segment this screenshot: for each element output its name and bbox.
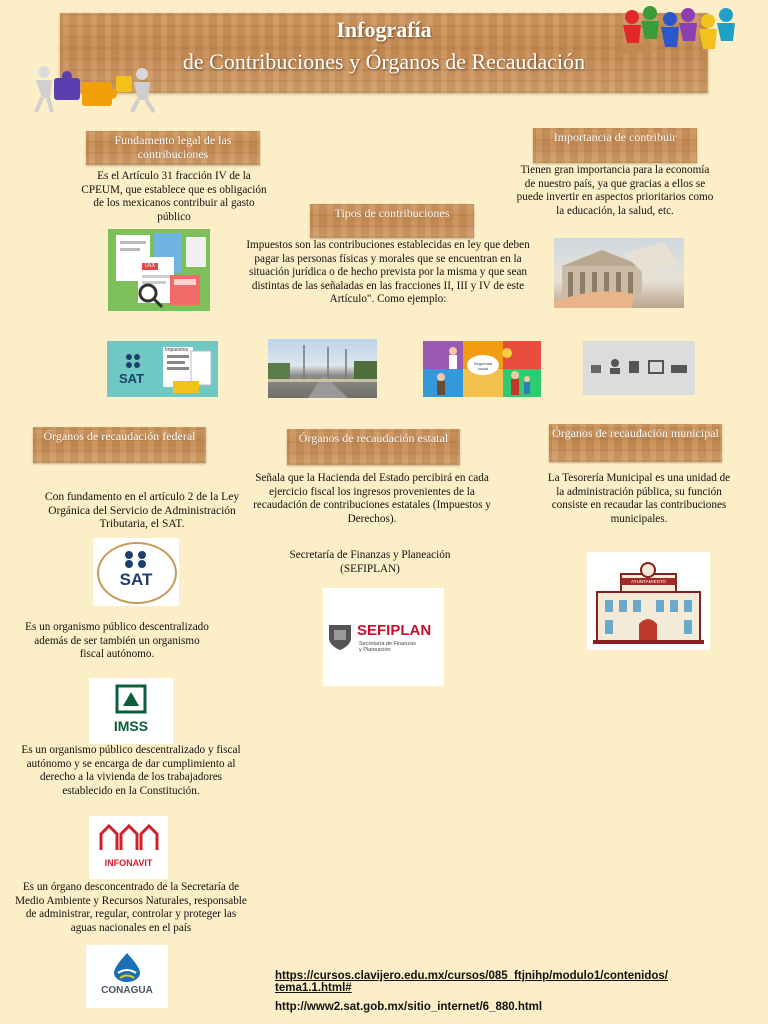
label-federal-text: Órganos de recaudación federal xyxy=(43,429,196,443)
people-sign-label: Seguridad social xyxy=(473,361,493,371)
sat-taxes-image xyxy=(107,341,218,397)
reference-link-clavijero-b: tema1.1.html# xyxy=(275,982,352,994)
conagua-logo xyxy=(86,945,168,1008)
tax-documents-image xyxy=(108,229,210,311)
tax-icons-image xyxy=(583,341,695,395)
reference-link-sat[interactable]: http://www2.sat.gob.mx/sitio_internet/6_880.html xyxy=(275,1001,543,1013)
label-fundamento-legal xyxy=(86,131,260,165)
label-importancia-text: Importancia de contribuir xyxy=(553,130,677,144)
text-estatal: Señala que la Hacienda del Estado percibirá en cada ejercicio fiscal los ingresos provenientes de la recaudación de contribuciones estatales (Impuestos y Derechos). xyxy=(253,472,491,525)
imss-logo-text: IMSS xyxy=(113,718,149,734)
sefiplan-logo-subtitle: Secretaría de Finanzas y Planeación xyxy=(359,641,416,653)
text-federal-infonavit: Es un organismo público descentralizado y fiscal autónomo y se encarga de dar cumplimiento al derecho a la vivienda de los trabajadores establecido en la Constitución. xyxy=(21,744,241,797)
text-federal-conagua: Es un órgano desconcentrado de la Secretaría de Medio Ambiente y Recursos Naturales, responsable de administrar, regular, controlar y proteger las aguas nacionales en el país xyxy=(15,881,247,934)
reference-link-clavijero-a: https://cursos.clavijero.edu.mx/cursos/085_ftjnihp/modulo1/contenidos/ xyxy=(275,970,668,982)
sat-doc-label: Impuestos xyxy=(165,347,189,353)
infonavit-logo xyxy=(89,816,168,879)
street-image xyxy=(268,339,377,398)
sefiplan-logo xyxy=(323,588,444,686)
ayuntamiento-image xyxy=(587,552,710,650)
text-tipos: Impuestos son las contribuciones establecidas en ley que deben pagar las personas físicas y morales que se encuentran en la situación jurídica o de hecho prevista por la misma y que sean distintas de las señaladas en las fracciones II, III y IV de este Artículo". Como ejemplo: xyxy=(246,239,530,306)
sat-small-label: SAT xyxy=(119,371,145,386)
conagua-logo-text: CONAGUA xyxy=(101,985,153,996)
text-federal-imss: Es un organismo público descentralizado además de ser también un organismo fiscal autónomo. xyxy=(25,621,209,661)
sat-logo xyxy=(93,538,179,606)
label-tipos-text: Tipos de contribuciones xyxy=(334,206,450,220)
label-tipos xyxy=(310,204,474,238)
text-sefiplan: Secretaría de Finanzas y Planeación (SEFIPLAN) xyxy=(289,549,451,575)
text-federal-sat: Con fundamento en el artículo 2 de la Ley Orgánica del Servicio de Administración Tributaria, el SAT. xyxy=(44,491,240,531)
tax-doc-label: TAX xyxy=(144,263,156,269)
label-fundamento-text: Fundamento legal de las contribuciones xyxy=(114,133,232,161)
puzzle-people-illustration xyxy=(30,64,165,114)
label-municipal xyxy=(549,424,722,462)
title-line2: de Contribuciones y Órganos de Recaudación xyxy=(182,49,586,74)
text-importancia: Tienen gran importancia para la economía de nuestro país, ya que gracias a ellos se puede invertir en aspectos prioritarios como la educación, la salud, etc. xyxy=(516,164,714,217)
sefiplan-logo-text: SEFIPLAN xyxy=(357,622,432,639)
label-municipal-text: Órganos de recaudación municipal xyxy=(552,426,719,440)
imss-logo xyxy=(89,678,173,744)
text-municipal: La Tesorería Municipal es una unidad de la administración pública, su función consiste en recaudar las contribuciones municipales. xyxy=(547,472,731,525)
building-money-image xyxy=(554,238,684,308)
label-estatal-text: Órganos de recaudación estatal xyxy=(298,431,449,445)
label-estatal xyxy=(287,429,460,465)
team-people-illustration xyxy=(618,3,742,61)
text-fundamento-legal: Es el Artículo 31 fracción IV de la CPEUM, que establece que es obligación de los mexicanos contribuir al gasto público xyxy=(81,170,267,223)
reference-link-clavijero[interactable] xyxy=(275,970,668,994)
ayuntamiento-label: AYUNTAMIENTO xyxy=(630,579,666,584)
social-security-people-image xyxy=(423,341,541,397)
infonavit-logo-text: INFONAVIT xyxy=(104,858,153,868)
sat-logo-text: SAT xyxy=(119,570,153,589)
label-federal xyxy=(33,427,206,463)
title-line1: Infografía xyxy=(336,17,432,42)
label-importancia xyxy=(533,128,697,163)
